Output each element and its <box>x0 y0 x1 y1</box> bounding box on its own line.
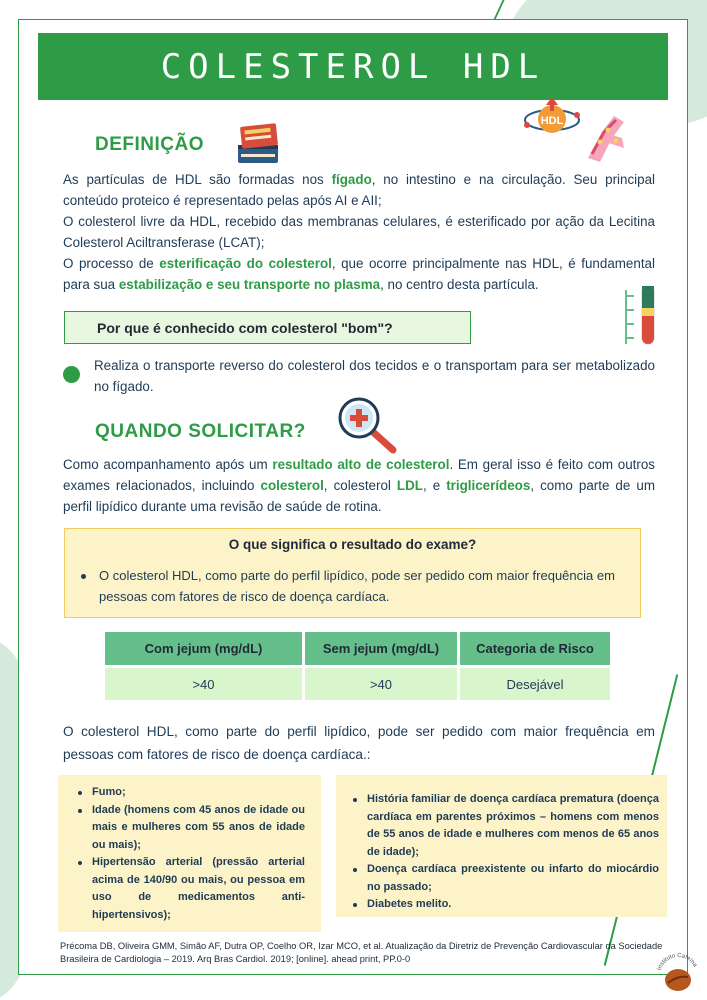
highlight-figado: fígado <box>331 172 372 187</box>
table-header: Sem jejum (mg/dL) <box>305 632 457 665</box>
risk-factors-right <box>336 775 667 917</box>
bullet-dot <box>81 574 86 579</box>
reference-table <box>105 632 610 700</box>
definition-paragraph-2: O colesterol livre da HDL, recebido das membranas celulares, é esterificado por ação da Lecitina Colesterol Aciltransferase (LCAT); <box>63 214 655 250</box>
highlight-ldl: LDL <box>396 478 423 493</box>
table-cell: >40 <box>305 668 457 700</box>
bullet-dot <box>63 366 80 383</box>
risk-intro-text: O colesterol HDL, como parte do perfil lipídico, pode ser pedido com maior frequência em pessoas com fatores de risco de doença cardíaca.: <box>63 724 655 762</box>
why-good-answer: Realiza o transporte reverso do colesterol dos tecidos e o transportam para ser metabolizado no fígado. <box>94 358 655 394</box>
definition-paragraph-3: O processo de esterificação do colesterol, que ocorre principalmente nas HDL, é fundamental para sua estabilização e seu transporte no plasma, no centro desta partícula. <box>63 256 655 292</box>
highlight-colesterol: colesterol <box>260 478 324 493</box>
title-banner <box>38 33 668 100</box>
highlight-triglicerideos: triglicerídeos <box>446 478 531 493</box>
table-cell: >40 <box>105 668 302 700</box>
coffee-bean-logo-icon <box>652 945 704 997</box>
list-item: Diabetes melito. <box>351 896 659 914</box>
result-meaning-title: O que significa o resultado do exame? <box>228 537 477 552</box>
magnifier-icon <box>337 396 399 456</box>
list-item: Idade (homens com 45 anos de idade ou mais e mulheres com 55 anos de idade ou mais); <box>76 802 305 855</box>
list-item: Fumo; <box>76 784 305 802</box>
hdl-badge-text: HDL <box>540 115 564 127</box>
highlight-transporte: estabilização e seu transporte no plasma <box>118 277 381 292</box>
highlight-esterificacao: esterificação do colesterol <box>159 256 332 271</box>
list-item: História familiar de doença cardíaca prematura (doença cardíaca em parentes próximos – homens com menos de 55 anos de idade e mulheres com menos de 65 anos de idade); <box>351 791 659 861</box>
books-icon <box>235 121 283 167</box>
risk-factors-left <box>58 775 321 932</box>
highlight-resultado-alto: resultado alto de colesterol <box>272 457 450 472</box>
bibliographic-reference: Précoma DB, Oliveira GMM, Simão AF, Dutra OP, Coelho OR, Izar MCO, et al. Atualização da Diretriz de Prevenção Cardiovascular da Sociedade Brasileira de Cardiologia – 2019. Arq Bras Cardiol. 2019; [online]. ahead print, PP.0-0 <box>60 941 663 964</box>
test-tube-icon <box>622 282 662 348</box>
definition-paragraph-1: As partículas de HDL são formadas nos fígado, no intestino e na circulação. Seu principal conteúdo proteico é representado pelas após AI e AII; <box>63 172 655 208</box>
table-header: Com jejum (mg/dL) <box>105 632 302 665</box>
why-good-question: Por que é conhecido com colesterol "bom"? <box>64 311 471 344</box>
table-cell: Desejável <box>460 668 610 700</box>
page-title: COLESTEROL HDL <box>160 46 546 87</box>
table-header: Categoria de Risco <box>460 632 610 665</box>
result-meaning-box <box>64 528 641 618</box>
hdl-molecule-icon <box>522 95 582 140</box>
when-heading: QUANDO SOLICITAR? <box>95 421 306 442</box>
table-header-row <box>105 632 610 665</box>
definition-heading: DEFINIÇÃO <box>95 134 204 155</box>
artery-icon <box>578 108 634 164</box>
logo-text: Instituto Cafeína <box>656 952 698 972</box>
svg-text:Instituto Cafeína <box>657 953 698 971</box>
list-item: Doença cardíaca preexistente ou infarto do miocárdio no passado; <box>351 861 659 896</box>
when-text: Como acompanhamento após um resultado alto de colesterol. Em geral isso é feito com outros exames relacionados, incluindo colesterol, colesterol LDL, e triglicerídeos, como parte de um perfil lipídico durante uma revisão de saúde de rotina. <box>63 457 656 514</box>
table-row <box>105 665 610 700</box>
definition-text <box>63 169 655 295</box>
result-meaning-text: O colesterol HDL, como parte do perfil lipídico, pode ser pedido com maior frequência em pessoas com fatores de risco de doença cardíaca. <box>99 568 615 604</box>
list-item: Hipertensão arterial (pressão arterial acima de 140/90 ou mais, ou pessoa em uso de medicamentos anti-hipertensivos); <box>76 854 305 924</box>
